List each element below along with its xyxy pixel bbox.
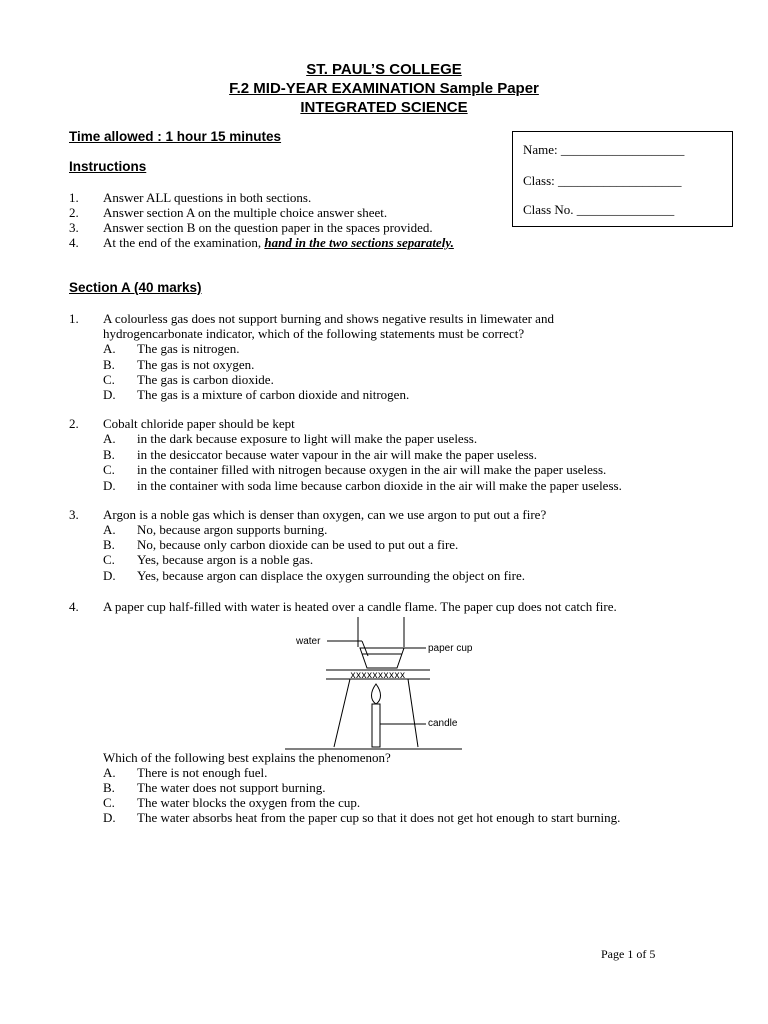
instruction-emphasis: hand in the two sections separately.: [264, 235, 454, 250]
section-a-heading: Section A (40 marks): [69, 280, 202, 295]
subject-title: INTEGRATED SCIENCE: [300, 99, 468, 116]
water-label: water: [296, 636, 321, 647]
page-number: Page 1 of 5: [601, 947, 656, 961]
question-stem: A paper cup half-filled with water is heated over a candle flame. The paper cup does not catch fire.: [103, 599, 617, 614]
student-info-box: [512, 131, 733, 227]
question-number: 2.: [69, 416, 79, 431]
question-stem: Cobalt chloride paper should be kept: [103, 416, 295, 431]
paper-cup-label: paper cup: [428, 643, 473, 654]
paper-cup: [360, 648, 404, 668]
candle-experiment-diagram: [280, 612, 480, 752]
instructions-heading: Instructions: [69, 159, 147, 174]
page-header: [0, 60, 768, 117]
candle-label: candle: [428, 718, 458, 729]
question-number: 3.: [69, 507, 79, 522]
question-number: 4.: [69, 599, 79, 614]
school-name: ST. PAUL’S COLLEGE: [306, 61, 462, 78]
question-number: 1.: [69, 311, 79, 326]
class-field: Class: ___________________: [523, 173, 682, 188]
candle-flame: [372, 684, 381, 704]
candle: [372, 704, 380, 747]
gauze-marks: xxxxxxxxxx: [350, 670, 406, 681]
question-stem: hydrogencarbonate indicator, which of the following statements must be correct?: [103, 326, 525, 341]
name-field: Name: ___________________: [523, 142, 685, 157]
time-allowed: Time allowed : 1 hour 15 minutes: [69, 129, 282, 144]
question-followup: Which of the following best explains the phenomenon?: [103, 750, 391, 765]
question-stem: Argon is a noble gas which is denser than oxygen, can we use argon to put out a fire?: [103, 507, 547, 522]
tripod-leg-long-left: [334, 679, 350, 747]
exam-title: F.2 MID-YEAR EXAMINATION Sample Paper: [229, 80, 539, 97]
tripod-leg-long-right: [408, 679, 418, 747]
class-no-field: Class No. _______________: [523, 202, 675, 217]
instruction-text: At the end of the examination,: [103, 235, 265, 250]
question-stem: A colourless gas does not support burning and shows negative results in limewater and: [103, 311, 554, 326]
